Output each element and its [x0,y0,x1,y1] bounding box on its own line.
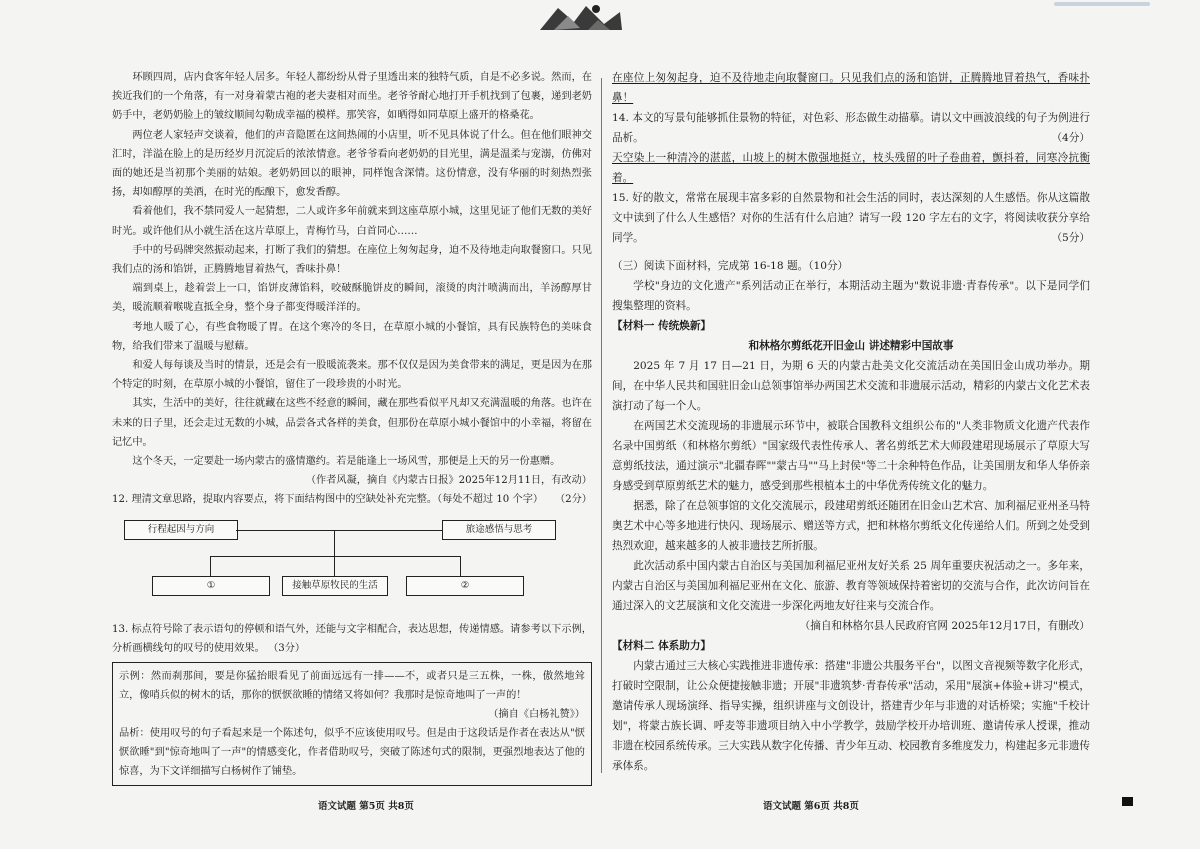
diagram-connector [334,530,335,556]
question-13-text: 13. 标点符号除了表示语句的停顿和语气外，还能与文字相配合，表达思想，传递情感。请参考以下示例，分析画横线句的叹号的使用效果。 [112,623,592,654]
question-12-text: 12. 理清文章思路，提取内容要点，将下面结构图中的空缺处补充完整。（每处不超过 10 个字） [112,494,544,506]
question-15-score: （5分） [1051,232,1090,244]
question-15 [612,188,1090,248]
diagram-blank-2[interactable]: ② [406,576,524,596]
diagram-connector [210,556,211,576]
section-3-title: （三）阅读下面材料，完成第 16-18 题。（10分） [612,260,849,272]
diagram-connector [460,556,461,576]
question-13-score: （3分） [268,642,306,654]
material-1-paragraph: 2025 年 7 月 17 日—21 日，为期 6 天的内蒙古赴美文化交流活动在美国旧金山成功举办。期间，在中华人民共和国驻旧金山总领事馆举办两国艺术交流和非遗展示活动，精彩的内蒙古文化艺术表演打动了每一个人。 [612,360,1090,412]
diagram-connector [210,556,460,557]
column-divider [601,78,602,773]
page-5-footer: 语文试题 第5页 共8页 [318,801,414,812]
essay-paragraph: 看着他们，我不禁同爱人一起猜想，二人或许多年前就来到这座草原小城，这里见证了他们无数的美好时光。或许他们从小就生活在这片草原上，青梅竹马，白首同心…… [112,206,592,237]
material-1-paragraph: 在两国艺术交流现场的非遗展示环节中，被联合国教科文组织公布的"人类非物质文化遗产代表作名录中国剪纸（和林格尔剪纸）"国家级代表性传承人、著名剪纸艺术大师段建珺现场展示了草原大写意剪纸技法，通过演示"北疆春晖""蒙古马""马上封侯"等二十余种特色作品，让美国朋友和华人华侨亲身感受到草原剪纸艺术的魅力，感受到那些根植本土的中华优秀传统文化的魅力。 [612,420,1090,492]
material-2-paragraph: 内蒙古通过三大核心实践推进非遗传承：搭建"非遗公共服务平台"，以图文音视频等数字化形式，打破时空限制，让公众便捷接触非遗；开展"非遗筑梦·青春传承"活动，采用"展演+体验+讲习"模式，邀请传承人现场演绎、指导实操，组织讲座与文创设计，搭建青少年与非遗的对话桥梁；实施"千校计划"，将蒙古族长调、呼麦等非遗项目纳入中小学教学，鼓励学校开办培训班、邀请传承人授课，推动非遗在校园系统传承。三大实践从数字化传播、青少年互动、校园教育多维度发力，构建起多元非遗传承体系。 [612,660,1090,772]
corner-registration-mark [1122,797,1133,806]
page-6-column [612,68,1090,776]
material-2-label: 【材料二 体系助力】 [612,640,712,652]
example-source: （摘自《白杨礼赞》） [488,709,585,721]
section-3-intro: 学校"身边的文化遗产"系列活动正在举行，本期活动主题为"数说非遗·青春传承"。以下是同学们搜集整理的资料。 [612,280,1090,312]
example-text: 示例：然而刹那间，要是你猛抬眼看见了前面远远有一排——不，或者只是三五株，一株，傲然地耸立，像哨兵似的树木的话，那你的恹恹欲睡的情绪又将如何？我那时是惊奇地叫了一声的！ [119,671,585,702]
material-1-paragraph: 此次活动系中国内蒙古自治区与美国加利福尼亚州友好关系 25 周年重要庆祝活动之一。多年来，内蒙古自治区与美国加利福尼亚州在文化、旅游、教育等领域保持着密切的交流与合作，此次访问旨在通过深入的文艺展演和文化交流进一步深化两地友好往来与交流合作。 [612,560,1090,612]
quoted-sentence: 在座位上匆匆起身，迫不及待地走向取餐窗口。只见我们点的汤和馅饼，正腾腾地冒着热气，香味扑鼻！ [612,72,1090,104]
diagram-box-origin: 行程起因与方向 [124,520,238,540]
essay-paragraph: 两位老人家轻声交谈着，他们的声音隐匿在这间热闹的小店里，听不见具体说了什么。但在他们眼神交汇时，洋溢在脸上的是历经岁月沉淀后的浓浓情意。老爷爷看向老奶奶的目光里，满是温柔与宠溺，仿佛对面的她还是当初那个美丽的姑娘。老奶奶回以的眼神，同样饱含深情。这份情意，没有华丽的时刻热烈张扬，却如醇厚的美酒，在时光的酝酿下，愈发香醇。 [112,129,592,199]
essay-paragraph: 端到桌上，趁着尝上一口，馅饼皮薄馅料，咬破酥脆饼皮的瞬间，滚烫的肉汁喷满而出，羊汤醇厚甘美，暖流顺着喉咙直抵全身，整个身子都变得暖洋洋的。 [112,283,592,314]
question-12 [112,490,592,509]
essay-paragraph: 这个冬天，一定要赴一场内蒙古的盛情邀约。若是能逢上一场风雪，那便是上天的另一份惠赠。 [132,456,561,468]
essay-paragraph: 环顾四周，店内食客年轻人居多。年轻人都纷纷从骨子里透出来的独特气质，自是不必多说。然而，在挨近我们的一个角落，有一对身着蒙古袍的老夫妻相对而坐。老爷爷耐心地打开手机找到了包裹，递到老奶奶手中，老奶奶脸上的皱纹顺间勾勒成幸福的模样。那笑容，如晒得如同草原上盛开的格桑花。 [112,72,592,122]
example-box [112,662,592,786]
diagram-connector [236,530,442,531]
diagram-blank-1[interactable]: ① [152,576,270,596]
material-1-label: 【材料一 传统焕新】 [612,320,712,332]
essay-paragraph: 和爱人每每谈及当时的情景，还是会有一股暖流袭来。那不仅仅是因为美食带来的满足，更是因为在那个特定的时刻，在草原小城的小餐馆，留住了一段珍贵的小时光。 [112,360,592,391]
essay-source: （作者风凝，摘自《内蒙古日报》2025年12月11日，有改动） [305,475,592,487]
wave-underlined-sentence: 天空染上一种清冷的湛蓝，山坡上的树木傲强地挺立，枝头残留的叶子卷曲着，颤抖着，同寒冷抗衡着。 [612,152,1090,184]
question-13 [112,620,592,658]
essay-paragraph-underlined: 手中的号码牌突然振动起来，打断了我们的猜想。在座位上匆匆起身，迫不及待地走向取餐窗口。只见我们点的汤和馅饼，正腾腾地冒着热气，香味扑鼻！ [112,244,592,276]
top-edge-mark [1054,2,1150,6]
question-14-text: 14. 本文的写景句能够抓住景物的特征，对色彩、形态做生动描摹。请以文中画波浪线的句子为例进行品析。 [612,112,1090,144]
question-14 [612,108,1090,148]
header-emblem-icon [534,0,626,34]
material-1-source: （摘自和林格尔县人民政府官网 2025年12月17日，有删改） [799,620,1090,632]
diagram-connector [334,556,335,576]
diagram-box-herders: 接触草原牧民的生活 [282,576,388,596]
page-6-footer: 语文试题 第6页 共8页 [763,801,859,812]
example-analysis: 品析：使用叹号的句子看起来是一个陈述句，似乎不应该使用叹号。但是由于这段话是作者在表达从"恹恹欲睡"到"惊奇地叫了一声"的情感变化，作者借助叹号，突破了陈述句式的限制，更强烈地表达了他的惊喜，为下文详细描写白杨树作了铺垫。 [119,728,585,778]
material-1-title: 和林格尔剪纸花开旧金山 讲述精彩中国故事 [748,340,954,352]
essay-paragraph: 考地人暖了心，有些食物暖了胃。在这个寒冷的冬日，在草原小城的小餐馆，具有民族特色的美味食物，给我们带来了温暖与慰藉。 [112,321,592,352]
diagram-box-reflection: 旅途感悟与思考 [442,520,556,540]
page-5-column [112,68,592,786]
essay-paragraph: 其实，生活中的美好，往往就藏在这些不经意的瞬间，藏在那些看似平凡却又充满温暖的角落。也许在未来的日子里，还会走过无数的小城，品尝各式各样的美食，但那份在草原小城小餐馆中的小幸福，将留在记忆中。 [112,398,592,448]
question-12-score: （2分） [554,494,592,506]
structure-diagram [112,514,592,610]
question-15-text: 15. 好的散文，常常在展现丰富多彩的自然景物和社会生活的同时，表达深刻的人生感悟。你从这篇散文中读到了什么人生感悟？对你的生活有什么启迪？请写一段 120 字左右的文字，将阅读收获分享给同学。 [612,192,1090,244]
material-1-paragraph: 据悉，除了在总领事馆的文化交流展示，段建珺剪纸还随团在旧金山艺术宫、加利福尼亚州圣马特奥艺术中心等多地进行快闪、现场展示、赠送等方式，把和林格尔剪纸文化传递给人们。所到之处受到热烈欢迎，越来越多的人被非遗技艺所折服。 [612,500,1090,552]
question-14-score: （4分） [1051,132,1090,144]
